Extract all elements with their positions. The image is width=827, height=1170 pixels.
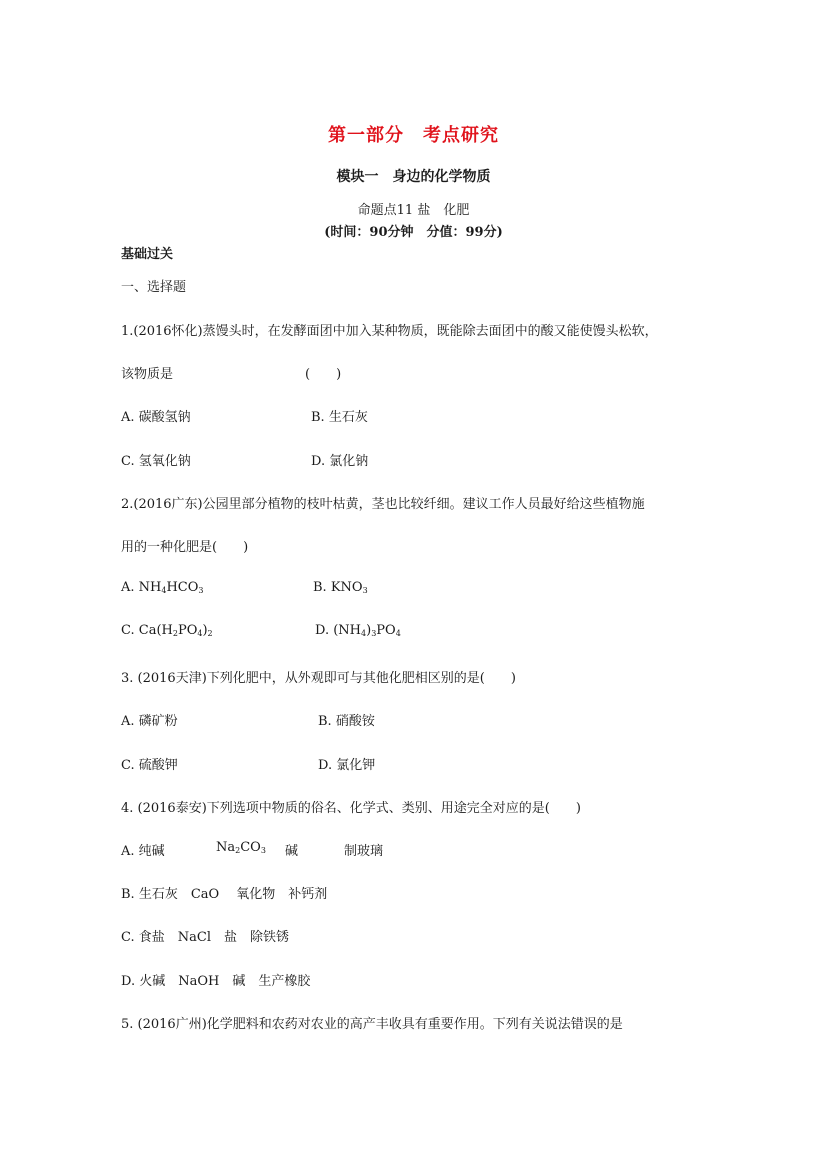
q4-stem: 4. (2016泰安)下列选项中物质的俗名、化学式、类别、用途完全对应的是( ) <box>121 801 581 816</box>
q4-option-a-name: A. 纯碱 <box>121 844 165 859</box>
q4-option-a-type: 碱 <box>285 844 299 859</box>
q2-d-text: PO <box>376 623 396 638</box>
q2-d-text: ) <box>366 623 372 638</box>
q1-answer-paren: ( ) <box>305 367 342 382</box>
time-score-line: (时间：90分钟 分值：99分) <box>324 225 503 240</box>
q2-d-sub: 4 <box>395 629 401 638</box>
q4-option-b: B. 生石灰 CaO 氧化物 补钙剂 <box>121 887 328 902</box>
q2-c-text: PO <box>177 623 198 638</box>
q2-option-c <box>121 623 213 638</box>
q2-option-a <box>121 580 204 595</box>
q2-c-sub: 2 <box>207 629 213 638</box>
q2-a-text: A. NH <box>121 580 162 595</box>
q3-stem: 3. (2016天津)下列化肥中，从外观即可与其他化肥相区别的是( ) <box>121 671 516 686</box>
topic-title: 命题点11 盐 化肥 <box>357 203 470 218</box>
q2-d-text: D. (NH <box>315 623 362 638</box>
q1-option-c: C. 氢氧化钠 <box>121 454 191 469</box>
q4-a-formula-sub: 3 <box>260 846 266 855</box>
q2-c-sub: 4 <box>197 629 203 638</box>
q4-option-a-use: 制玻璃 <box>344 844 384 859</box>
q4-option-c: C. 食盐 NaCl 盐 除铁锈 <box>121 930 289 945</box>
section-choice: 一、选择题 <box>121 280 187 295</box>
q2-stem-line1: 2.(2016广东)公园里部分植物的枝叶枯黄，茎也比较纤细。建议工作人员最好给这些植物施 <box>121 497 645 512</box>
q2-option-b <box>313 580 368 595</box>
q2-a-sub: 3 <box>198 586 204 595</box>
module-title: 模块一 身边的化学物质 <box>336 169 491 185</box>
q3-option-d: D. 氯化钾 <box>318 758 376 773</box>
q1-stem-line1: 1.(2016怀化)蒸馒头时，在发酵面团中加入某种物质，既能除去面团中的酸又能使馒头松软， <box>121 324 658 339</box>
q2-c-sub: 2 <box>172 629 178 638</box>
q2-b-text: B. KNO <box>313 580 363 595</box>
q4-a-formula-text: Na <box>216 840 236 855</box>
q1-option-d: D. 氯化钠 <box>311 454 369 469</box>
q2-b-sub: 3 <box>362 586 368 595</box>
q5-stem: 5. (2016广州)化学肥料和农药对农业的高产丰收具有重要作用。下列有关说法错误的是 <box>121 1017 623 1032</box>
q1-option-b: B. 生石灰 <box>311 410 368 425</box>
q1-stem-line2: 该物质是 <box>121 367 174 382</box>
q2-d-sub: 3 <box>371 629 377 638</box>
q2-option-d <box>315 623 401 638</box>
q4-a-formula-sub: 2 <box>235 846 241 855</box>
q3-option-b: B. 硝酸铵 <box>318 714 375 729</box>
q2-stem-line2: 用的一种化肥是( ) <box>121 540 249 555</box>
q4-a-formula-text: CO <box>240 840 261 855</box>
q2-a-text: HCO <box>166 580 199 595</box>
q1-option-a: A. 碳酸氢钠 <box>121 410 191 425</box>
q4-option-a-formula <box>216 840 266 855</box>
q2-c-text: C. Ca(H <box>121 623 173 638</box>
q4-option-d: D. 火碱 NaOH 碱 生产橡胶 <box>121 974 311 989</box>
q2-d-sub: 4 <box>361 629 367 638</box>
section-basic: 基础过关 <box>121 247 174 262</box>
q3-option-c: C. 硫酸钾 <box>121 758 178 773</box>
q2-a-sub: 4 <box>161 586 167 595</box>
part-title: 第一部分 考点研究 <box>328 125 499 146</box>
q3-option-a: A. 磷矿粉 <box>121 714 178 729</box>
q2-c-text: ) <box>202 623 208 638</box>
